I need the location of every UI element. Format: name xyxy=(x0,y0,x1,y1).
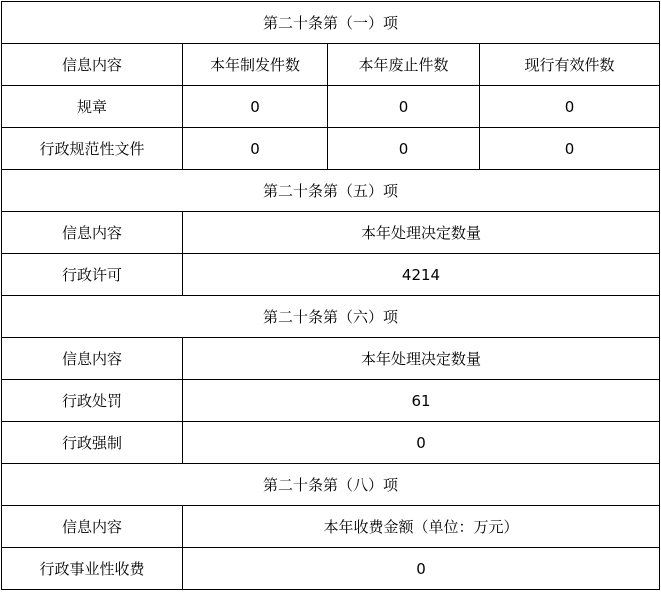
row-value: 0 xyxy=(480,86,660,128)
table-row xyxy=(2,86,660,128)
section-title-row xyxy=(2,170,660,212)
row-label: 行政规范性文件 xyxy=(2,128,183,170)
section-title-row xyxy=(2,464,660,506)
column-header-info-content: 信息内容 xyxy=(2,338,183,380)
section-title: 第二十条第（五）项 xyxy=(2,170,660,212)
row-value: 0 xyxy=(328,128,480,170)
column-header-abolished-count: 本年废止件数 xyxy=(328,44,480,86)
row-value: 4214 xyxy=(183,254,660,296)
row-label: 规章 xyxy=(2,86,183,128)
row-value: 0 xyxy=(480,128,660,170)
row-label: 行政强制 xyxy=(2,422,183,464)
table-row xyxy=(2,422,660,464)
column-header-info-content: 信息内容 xyxy=(2,212,183,254)
row-label: 行政事业性收费 xyxy=(2,548,183,590)
row-value: 0 xyxy=(183,422,660,464)
section-title: 第二十条第（八）项 xyxy=(2,464,660,506)
column-header-row xyxy=(2,212,660,254)
row-label: 行政许可 xyxy=(2,254,183,296)
section-title-row xyxy=(2,2,660,44)
column-header-decisions-count: 本年处理决定数量 xyxy=(183,338,660,380)
table-row xyxy=(2,548,660,590)
column-header-row xyxy=(2,338,660,380)
section-title-row xyxy=(2,296,660,338)
row-value: 61 xyxy=(183,380,660,422)
column-header-fee-amount: 本年收费金额（单位：万元） xyxy=(183,506,660,548)
row-label: 行政处罚 xyxy=(2,380,183,422)
column-header-issued-count: 本年制发件数 xyxy=(183,44,328,86)
table-row xyxy=(2,128,660,170)
row-value: 0 xyxy=(183,86,328,128)
column-header-info-content: 信息内容 xyxy=(2,44,183,86)
column-header-effective-count: 现行有效件数 xyxy=(480,44,660,86)
column-header-row xyxy=(2,44,660,86)
table-row xyxy=(2,380,660,422)
row-value: 0 xyxy=(183,548,660,590)
column-header-info-content: 信息内容 xyxy=(2,506,183,548)
section-title: 第二十条第（六）项 xyxy=(2,296,660,338)
government-disclosure-table xyxy=(1,1,660,590)
row-value: 0 xyxy=(183,128,328,170)
table-row xyxy=(2,254,660,296)
column-header-row xyxy=(2,506,660,548)
section-title: 第二十条第（一）项 xyxy=(2,2,660,44)
column-header-decisions-count: 本年处理决定数量 xyxy=(183,212,660,254)
row-value: 0 xyxy=(328,86,480,128)
